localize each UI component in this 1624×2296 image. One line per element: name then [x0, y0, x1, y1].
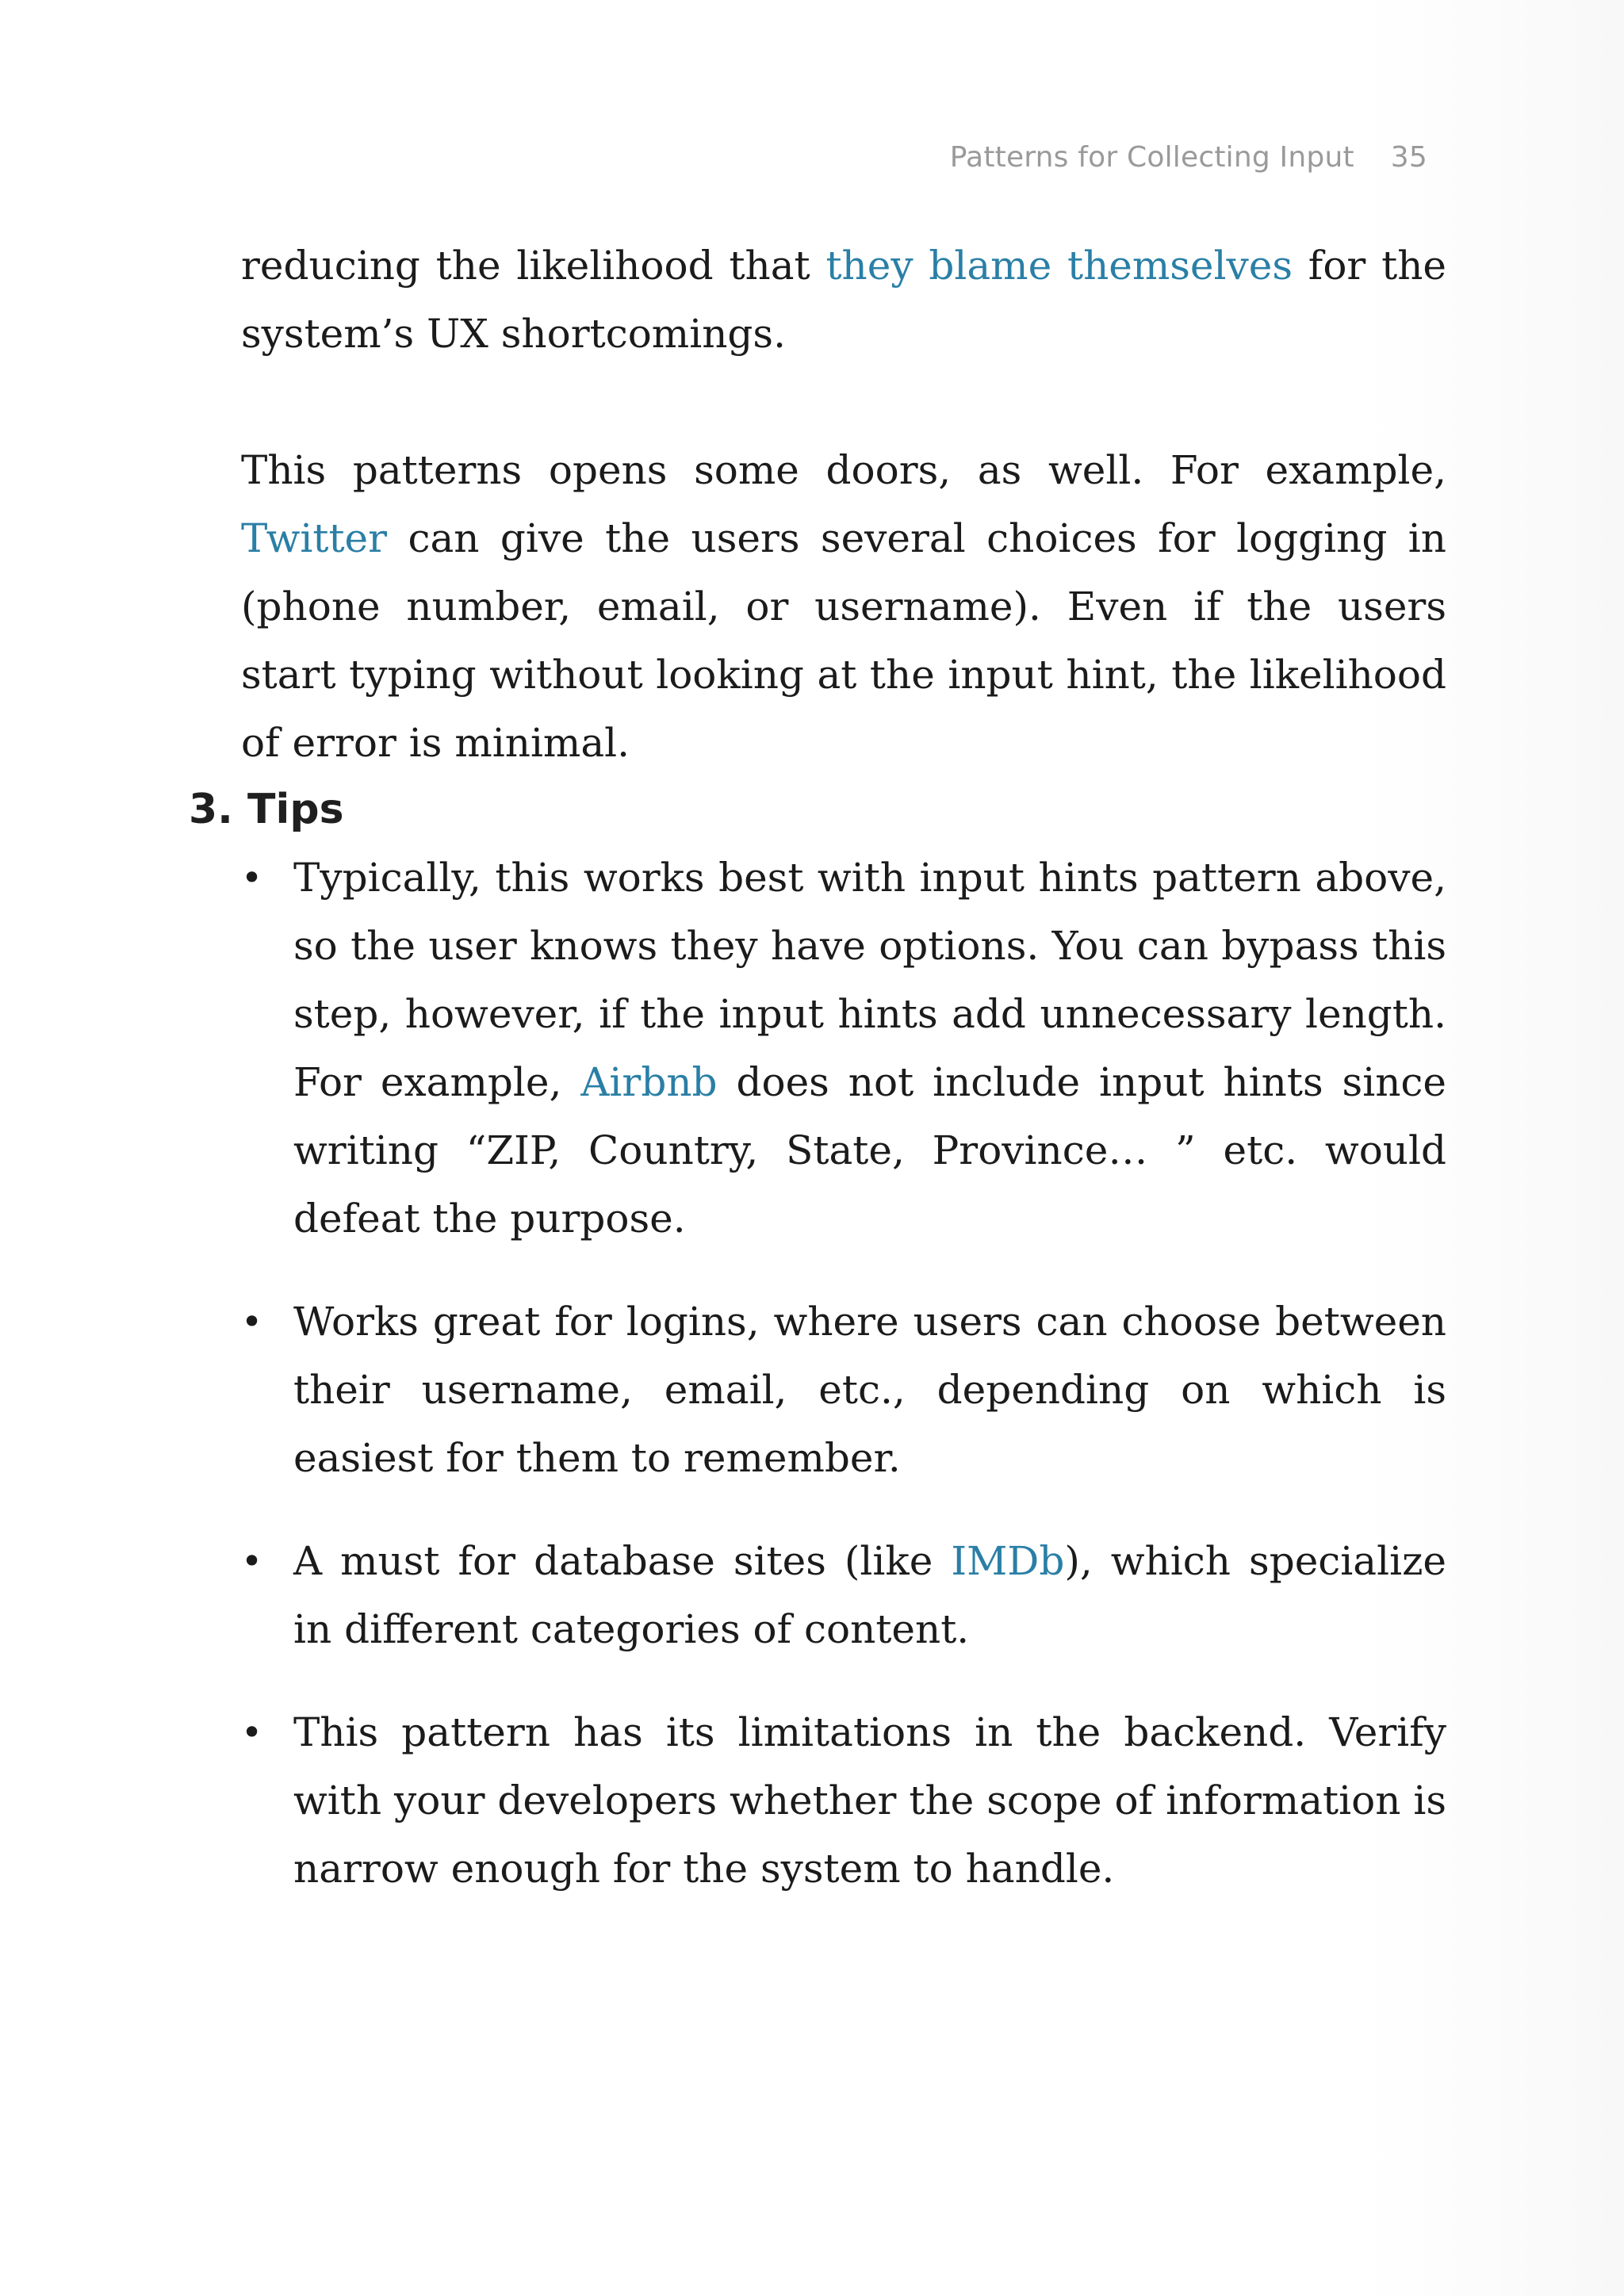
running-head [950, 141, 1427, 174]
tip-text: does not include input hints since writing “ZIP, Country, State, Province… ” etc. would defeat the purpose. [293, 1059, 1446, 1242]
link-twitter[interactable]: Twitter [241, 515, 388, 561]
section-number: 3. [189, 786, 233, 833]
paragraph-twitter [241, 436, 1446, 777]
bullet-icon: • [241, 1711, 263, 1754]
section-title: Tips [247, 786, 344, 833]
list-item [241, 844, 1446, 1253]
list-item [241, 1698, 1446, 1903]
link-imdb[interactable]: IMDb [951, 1538, 1065, 1584]
paragraph-text: reducing the likelihood that [241, 243, 826, 289]
paragraph-blame [241, 232, 1446, 368]
tips-list [241, 844, 1446, 1938]
paragraph-text: can give the users several choices for logging in (phone number, email, or username). Even if the users start typing without looking at the input hint, the likelihood of error is minimal. [241, 515, 1446, 766]
tip-text: A must for database sites (like [293, 1538, 952, 1584]
link-airbnb[interactable]: Airbnb [580, 1059, 718, 1105]
bullet-icon: • [241, 1540, 263, 1582]
bullet-icon: • [241, 856, 263, 899]
tip-text: ), which specialize in different categories of content. [293, 1538, 1447, 1652]
running-head-title: Patterns for Collecting Input [949, 141, 1354, 174]
bullet-icon: • [241, 1300, 263, 1343]
tip-text: Typically, this works best with input hints pattern above, so the user knows they have options. You can bypass this step, however, if the input hints add unnecessary length. For example, [293, 855, 1446, 1105]
section-heading-tips [189, 775, 344, 844]
tip-text: Works great for logins, where users can choose between their username, email, etc., depending on which is easiest for them to remember. [293, 1299, 1446, 1481]
paragraph-text: for the system’s UX shortcomings. [241, 243, 1447, 357]
page-number: 35 [1390, 141, 1427, 174]
list-item [241, 1288, 1446, 1492]
tip-text: This pattern has its limitations in the backend. Verify with your developers whether the scope of information is narrow enough for the system to handle. [293, 1709, 1446, 1892]
paragraph-text: This patterns opens some doors, as well. For example, [241, 447, 1446, 493]
link-they-blame-themselves[interactable]: they blame themselves [825, 243, 1293, 289]
list-item [241, 1527, 1446, 1663]
